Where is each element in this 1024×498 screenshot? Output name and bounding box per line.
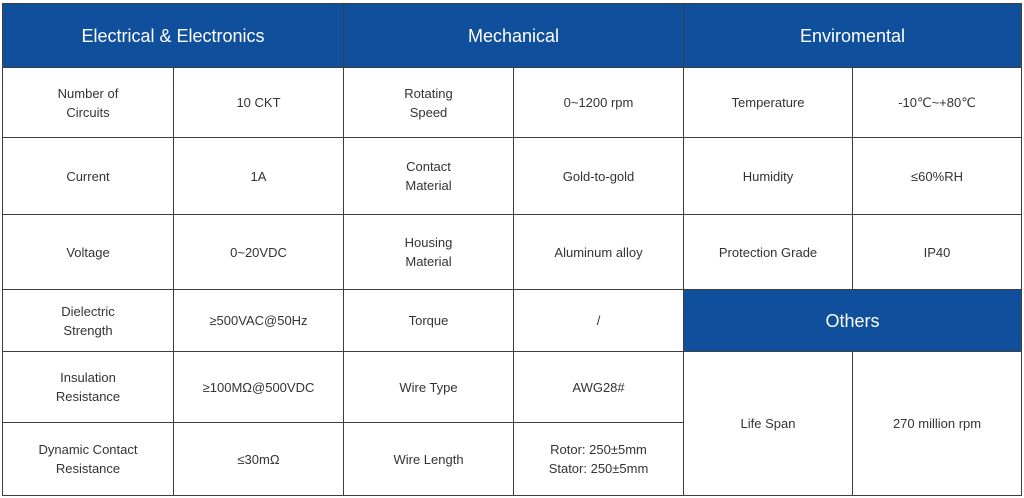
spec-label — [344, 290, 514, 352]
spec-label — [3, 352, 174, 423]
spec-label — [684, 215, 853, 290]
electrical-header-label: Electrical & Electronics — [81, 25, 265, 46]
specification-table — [2, 3, 1022, 496]
spec-value — [174, 215, 344, 290]
wire-type-label: Wire Type — [399, 379, 458, 395]
spec-value — [174, 290, 344, 352]
spec-value — [174, 68, 344, 138]
insulation-resistance-value: ≥100MΩ@500VDC — [202, 379, 315, 395]
rotating-speed-label: Rotating Speed — [404, 85, 453, 120]
dynamic-contact-resistance-value: ≤30mΩ — [237, 451, 280, 467]
spec-value — [174, 423, 344, 496]
rotating-speed-value: 0~1200 rpm — [563, 95, 634, 110]
housing-material-label: Housing Material — [404, 235, 453, 269]
spec-label — [344, 138, 514, 215]
spec-label — [344, 423, 514, 496]
spec-label — [3, 138, 174, 215]
humidity-value: ≤60%RH — [911, 168, 963, 184]
dielectric-strength-value: ≥500VAC@50Hz — [209, 313, 308, 328]
life-span-label: Life Span — [740, 416, 796, 431]
voltage-label: Voltage — [66, 244, 110, 260]
torque-value: / — [596, 313, 601, 328]
environmental-header — [684, 4, 1022, 68]
humidity-label: Humidity — [742, 168, 794, 184]
contact-material-label: Contact Material — [405, 159, 452, 193]
dynamic-contact-resistance-label: Dynamic Contact Resistance — [38, 442, 138, 476]
spec-value — [853, 68, 1022, 138]
mechanical-header-label: Mechanical — [467, 25, 560, 46]
wire-length-label: Wire Length — [393, 451, 464, 467]
spec-value — [174, 138, 344, 215]
dielectric-strength-label: Dielectric Strength — [61, 303, 115, 338]
spec-value — [514, 290, 684, 352]
spec-value — [514, 68, 684, 138]
insulation-resistance-label: Insulation Resistance — [55, 370, 121, 404]
spec-value — [853, 352, 1022, 496]
mechanical-header — [344, 4, 684, 68]
spec-value — [514, 138, 684, 215]
spec-label — [3, 68, 174, 138]
spec-label — [684, 352, 853, 496]
spec-value — [853, 215, 1022, 290]
number-of-circuits-value: 10 CKT — [236, 95, 281, 110]
housing-material-value: Aluminum alloy — [554, 244, 643, 260]
others-header — [684, 290, 1022, 352]
spec-value — [514, 352, 684, 423]
environmental-header-label: Enviromental — [800, 25, 906, 46]
spec-value — [853, 138, 1022, 215]
spec-label — [684, 138, 853, 215]
spec-label — [344, 352, 514, 423]
current-value: 1A — [250, 168, 267, 184]
temperature-value: -10℃~+80℃ — [898, 95, 976, 110]
spec-label — [344, 68, 514, 138]
protection-grade-value: IP40 — [923, 244, 951, 260]
spec-value — [174, 352, 344, 423]
life-span-value: 270 million rpm — [892, 416, 982, 431]
voltage-value: 0~20VDC — [230, 244, 287, 260]
number-of-circuits-label: Number of Circuits — [57, 85, 119, 120]
electrical-header — [3, 4, 344, 68]
spec-label — [684, 68, 853, 138]
protection-grade-label: Protection Grade — [718, 244, 818, 260]
current-label: Current — [66, 168, 110, 184]
contact-material-value: Gold-to-gold — [562, 168, 635, 184]
temperature-label: Temperature — [731, 95, 805, 110]
torque-label: Torque — [408, 313, 449, 328]
spec-value — [514, 215, 684, 290]
others-header-label: Others — [825, 310, 880, 331]
spec-label — [3, 215, 174, 290]
spec-value — [514, 423, 684, 496]
wire-type-value: AWG28# — [572, 379, 625, 395]
spec-label — [3, 290, 174, 352]
spec-label — [344, 215, 514, 290]
wire-length-value: Rotor: 250±5mm Stator: 250±5mm — [548, 442, 649, 476]
spec-label — [3, 423, 174, 496]
